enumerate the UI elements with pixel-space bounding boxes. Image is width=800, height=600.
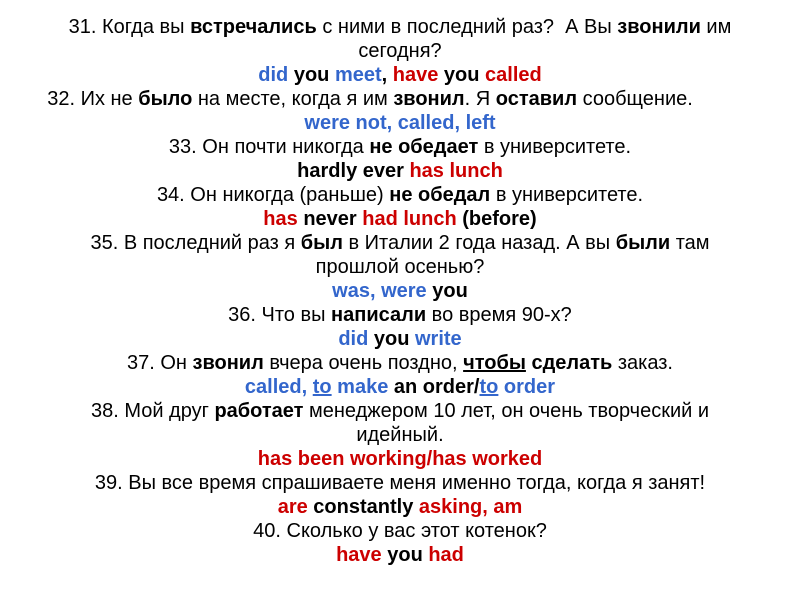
answer-37-word: called, — [244, 376, 313, 398]
question-40-line — [0, 519, 800, 543]
question-40-text: 40. Сколько у вас этот котенок? — [253, 520, 547, 542]
question-32-text: 32. Их не — [47, 88, 139, 110]
answer-34-word: (before) — [456, 208, 537, 230]
question-31-key-verb: звонили — [617, 16, 701, 38]
answer-40-word: have — [336, 544, 382, 566]
answer-34-word: never — [297, 208, 363, 230]
answer-37-word: order — [498, 376, 556, 398]
question-38-line — [0, 423, 800, 447]
question-32-text: . Я — [464, 88, 496, 110]
exercise-35 — [0, 231, 800, 303]
answer-37-word: an order/ — [388, 376, 480, 398]
answer-38-word: has been working/has worked — [257, 448, 543, 470]
question-31-line — [0, 15, 800, 39]
answer-37 — [0, 375, 800, 399]
exercise-40 — [0, 519, 800, 567]
answer-32 — [0, 111, 800, 135]
question-39-text: 39. Вы все время спрашиваете меня именно тогда, когда я занят! — [94, 472, 706, 494]
question-39-line — [0, 471, 800, 495]
question-32-key-verb: было — [138, 88, 193, 110]
answer-31-word: , — [381, 64, 393, 86]
question-34-text: в университете. — [490, 184, 644, 206]
question-37-key-verb: звонил — [192, 352, 264, 374]
question-35-line — [0, 231, 800, 255]
answer-33 — [0, 159, 800, 183]
exercise-34 — [0, 183, 800, 231]
question-35-text: в Италии 2 года назад. А вы — [342, 232, 616, 254]
question-37-text: заказ. — [612, 352, 673, 374]
exercise-37 — [0, 351, 800, 399]
question-32-key-verb: звонил — [393, 88, 465, 110]
question-35-key-verb: был — [300, 232, 343, 254]
answer-31-word: called — [485, 64, 542, 86]
answer-37-word: make — [331, 376, 389, 398]
answer-36-word: you — [368, 328, 415, 350]
question-36-key-verb: написали — [331, 304, 427, 326]
answer-36 — [0, 327, 800, 351]
answer-31-word: you — [438, 64, 486, 86]
question-33-text: 33. Он почти никогда — [168, 136, 370, 158]
question-36-text: во время 90-х? — [426, 304, 572, 326]
answer-35-word: you — [426, 280, 468, 302]
answer-33-word: has lunch — [409, 160, 503, 182]
question-35-text: 35. В последний раз я — [90, 232, 301, 254]
question-32-text: сообщение. — [577, 88, 693, 110]
question-32-key-verb: оставил — [495, 88, 578, 110]
question-37-line — [0, 351, 800, 375]
exercise-38 — [0, 399, 800, 471]
answer-37-underlined-word: to — [312, 376, 332, 398]
question-34-key-verb: не обедал — [389, 184, 491, 206]
answer-31-word: you — [288, 64, 335, 86]
question-31-text: с ними в последний раз? А Вы — [316, 16, 618, 38]
answer-35 — [0, 279, 800, 303]
answer-31-word: meet — [334, 64, 382, 86]
exercise-33 — [0, 135, 800, 183]
question-31-text: им — [700, 16, 732, 38]
question-31-key-verb: встречались — [190, 16, 317, 38]
answer-38 — [0, 447, 800, 471]
question-38-key-verb: работает — [214, 400, 304, 422]
question-33-text: в университете. — [478, 136, 632, 158]
question-38-line — [0, 399, 800, 423]
answer-39-word: asking, am — [418, 496, 523, 518]
answer-32-word: were not, called, left — [304, 112, 496, 134]
exercise-31 — [0, 15, 800, 87]
question-38-text: идейный. — [356, 424, 444, 446]
answer-34-word: has — [263, 208, 298, 230]
answer-31 — [0, 63, 800, 87]
question-35-line — [0, 255, 800, 279]
exercise-39 — [0, 471, 800, 519]
question-34-text: 34. Он никогда (раньше) — [156, 184, 390, 206]
answer-39-word: constantly — [307, 496, 419, 518]
question-35-text: прошлой осенью? — [315, 256, 485, 278]
answer-36-word: write — [414, 328, 462, 350]
answer-40 — [0, 543, 800, 567]
answer-40-word: you — [381, 544, 429, 566]
answer-34 — [0, 207, 800, 231]
answer-34-word: had lunch — [362, 208, 457, 230]
question-34-line — [0, 183, 800, 207]
answer-35-word: was, were — [332, 280, 427, 302]
question-31-text: сегодня? — [358, 40, 442, 62]
question-36-text: 36. Что вы — [228, 304, 332, 326]
exercise-36 — [0, 303, 800, 351]
question-32-text: на месте, когда я им — [192, 88, 394, 110]
answer-31-word: have — [392, 64, 439, 86]
question-35-text: там — [670, 232, 710, 254]
answer-40-word: had — [428, 544, 464, 566]
question-37-key-verb: сделать — [525, 352, 613, 374]
question-38-text: 38. Мой друг — [90, 400, 215, 422]
question-31-line — [0, 39, 800, 63]
question-37-text: вчера очень поздно, — [263, 352, 464, 374]
question-37-text: 37. Он — [127, 352, 193, 374]
exercise-32 — [0, 87, 800, 135]
answer-36-word: did — [338, 328, 369, 350]
answer-37-underlined-word: to — [479, 376, 499, 398]
question-31-text: 31. Когда вы — [68, 16, 191, 38]
question-38-text: менеджером 10 лет, он очень творческий и — [303, 400, 710, 422]
answer-39 — [0, 495, 800, 519]
question-32-line — [0, 87, 800, 111]
question-33-key-verb: не обедает — [369, 136, 479, 158]
question-33-line — [0, 135, 800, 159]
answer-31-word: did — [258, 64, 289, 86]
question-35-key-verb: были — [615, 232, 671, 254]
answer-39-word: are — [277, 496, 308, 518]
question-36-line — [0, 303, 800, 327]
answer-33-word: hardly ever — [297, 160, 410, 182]
question-37-underlined-word: чтобы — [463, 352, 526, 374]
